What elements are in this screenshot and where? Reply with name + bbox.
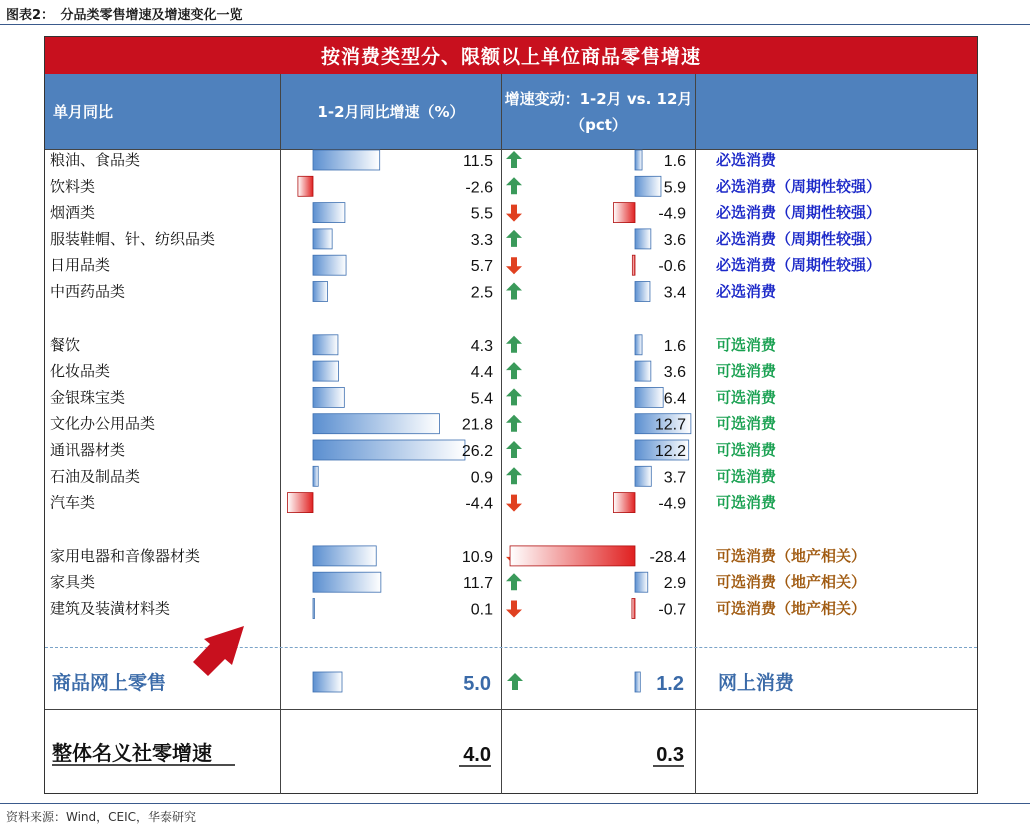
category-label: 可选消费 (716, 362, 777, 381)
row-label: 日用品类 (50, 256, 111, 275)
change-bar (632, 599, 635, 619)
category-label: 可选消费 (716, 493, 777, 512)
yoy-bar (313, 229, 332, 249)
change-value: -4.9 (658, 205, 686, 223)
yoy-bar (313, 387, 344, 407)
total-yoy-value: 4.0 (463, 744, 491, 766)
yoy-bar (313, 466, 318, 486)
up-arrow-icon (506, 151, 522, 168)
yoy-value: 4.4 (470, 364, 493, 382)
category-label: 可选消费（地产相关） (716, 546, 867, 565)
row-label: 化妆品类 (50, 362, 111, 381)
yoy-bar (313, 150, 380, 170)
table-title: 按消费类型分、限额以上单位商品零售增速 (45, 37, 977, 74)
up-arrow-icon (506, 283, 522, 300)
category-label: 可选消费 (716, 441, 777, 459)
category-label: 必选消费（周期性较强） (716, 256, 882, 275)
change-value: 6.4 (663, 390, 686, 408)
up-arrow-icon (506, 230, 522, 247)
category-label: 可选消费 (716, 335, 777, 354)
row-label: 家用电器和音像器材类 (50, 546, 201, 565)
change-bar (613, 203, 635, 223)
change-value: -4.9 (658, 495, 686, 513)
yoy-bar (313, 361, 339, 381)
row-label: 金银珠宝类 (50, 388, 126, 407)
row-label: 文化办公用品类 (50, 414, 156, 433)
category-label: 必选消费（周期性较强） (716, 229, 882, 248)
row-label: 通讯器材类 (50, 441, 126, 459)
yoy-bar (287, 493, 313, 513)
category-label: 可选消费 (716, 414, 777, 433)
up-arrow-icon (506, 336, 522, 353)
change-value: 3.6 (663, 364, 686, 382)
row-label: 家具类 (50, 573, 96, 592)
yoy-value: 2.5 (470, 284, 493, 302)
change-value: 3.6 (663, 231, 686, 249)
pointer-arrow-icon (193, 626, 244, 676)
online-change-value: 1.2 (656, 673, 684, 695)
change-bar (635, 150, 642, 170)
up-arrow-icon (506, 441, 522, 458)
yoy-value: 3.3 (470, 231, 493, 249)
caption-divider (0, 24, 1030, 25)
chart-overlay (44, 36, 978, 794)
yoy-value: 10.9 (461, 548, 493, 566)
yoy-value: 4.3 (470, 337, 493, 355)
change-bar (635, 176, 661, 196)
yoy-bar (313, 335, 338, 355)
change-bar (635, 282, 650, 302)
yoy-value: 5.7 (470, 258, 493, 276)
yoy-bar (298, 176, 313, 196)
yoy-value: 26.2 (461, 443, 493, 460)
change-value: 2.9 (663, 575, 686, 593)
category-label: 必选消费 (716, 151, 777, 169)
change-value: 5.9 (663, 179, 686, 197)
change-bar (635, 361, 651, 381)
yoy-bar (313, 599, 315, 619)
row-label: 服装鞋帽、针、纺织品类 (50, 229, 216, 248)
source-divider (0, 803, 1030, 804)
change-value: 1.6 (663, 337, 686, 355)
change-bar (635, 466, 651, 486)
yoy-bar (313, 282, 328, 302)
yoy-value: -2.6 (465, 179, 493, 197)
total-label: 整体名义社零增速 (52, 741, 212, 765)
change-value: 12.7 (654, 416, 686, 434)
up-arrow-icon (506, 415, 522, 432)
category-label: 必选消费（周期性较强） (716, 177, 882, 196)
category-label: 必选消费（周期性较强） (716, 203, 882, 222)
row-label: 建筑及装潢材料类 (50, 599, 171, 618)
col-header-yoy: 1-2月同比增速（%） (281, 74, 501, 149)
change-bar (635, 229, 651, 249)
col-header-change: 增速变动：1-2月 vs. 12月（pct） (502, 74, 695, 149)
figure-caption: 图表2： 分品类零售增速及增速变化一览 (6, 8, 243, 23)
yoy-bar (313, 414, 439, 434)
yoy-value: 0.1 (470, 601, 493, 619)
total-change-value: 0.3 (656, 744, 684, 766)
yoy-bar (313, 546, 376, 566)
change-value: 1.6 (663, 153, 686, 170)
source-note: 资料来源：Wind，CEIC，华泰研究 (6, 810, 197, 824)
col-header-item: 单月同比 (45, 74, 280, 149)
up-arrow-icon (506, 467, 522, 484)
down-arrow-icon (506, 601, 522, 618)
row-label: 汽车类 (50, 493, 96, 512)
change-bar (635, 387, 663, 407)
row-label: 石油及制品类 (50, 467, 141, 486)
yoy-bar (313, 203, 345, 223)
change-value: -0.6 (658, 258, 686, 276)
yoy-value: 5.5 (470, 205, 493, 223)
row-label: 粮油、食品类 (50, 151, 141, 169)
yoy-bar (313, 255, 346, 275)
yoy-value: 0.9 (470, 469, 493, 487)
online-yoy-bar (313, 672, 342, 692)
online-yoy-value: 5.0 (463, 673, 491, 695)
yoy-value: 21.8 (461, 416, 493, 434)
up-arrow-icon (506, 573, 522, 590)
change-value: 3.4 (663, 284, 686, 302)
change-value: 12.2 (654, 443, 686, 460)
up-arrow-icon (506, 177, 522, 194)
change-bar (632, 255, 635, 275)
change-value: 3.7 (663, 469, 686, 487)
up-arrow-icon (507, 673, 523, 690)
online-label: 商品网上零售 (52, 672, 167, 694)
down-arrow-icon (506, 495, 522, 512)
change-bar (635, 572, 648, 592)
yoy-value: 11.5 (463, 153, 493, 170)
online-change-bar (635, 672, 640, 692)
yoy-bar (313, 440, 465, 460)
category-label: 可选消费 (716, 467, 777, 486)
down-arrow-icon (506, 205, 522, 222)
change-bar (613, 493, 635, 513)
row-label: 饮料类 (50, 177, 96, 196)
down-arrow-icon (506, 257, 522, 274)
yoy-value: 5.4 (470, 390, 493, 408)
yoy-bar (313, 572, 381, 592)
up-arrow-icon (506, 388, 522, 405)
category-label: 可选消费（地产相关） (716, 599, 867, 618)
change-bar (635, 335, 642, 355)
online-category: 网上消费 (718, 672, 795, 694)
row-label: 餐饮 (50, 335, 81, 354)
change-value: -0.7 (658, 601, 686, 619)
category-label: 可选消费（地产相关） (716, 573, 867, 592)
yoy-value: 11.7 (463, 575, 493, 593)
change-value: -28.4 (649, 548, 686, 566)
up-arrow-icon (506, 362, 522, 379)
row-label: 中西药品类 (50, 282, 126, 301)
change-bar (510, 546, 635, 566)
category-label: 可选消费 (716, 388, 777, 407)
category-label: 必选消费 (716, 282, 777, 301)
row-label: 烟酒类 (50, 203, 96, 222)
yoy-value: -4.4 (465, 495, 493, 513)
